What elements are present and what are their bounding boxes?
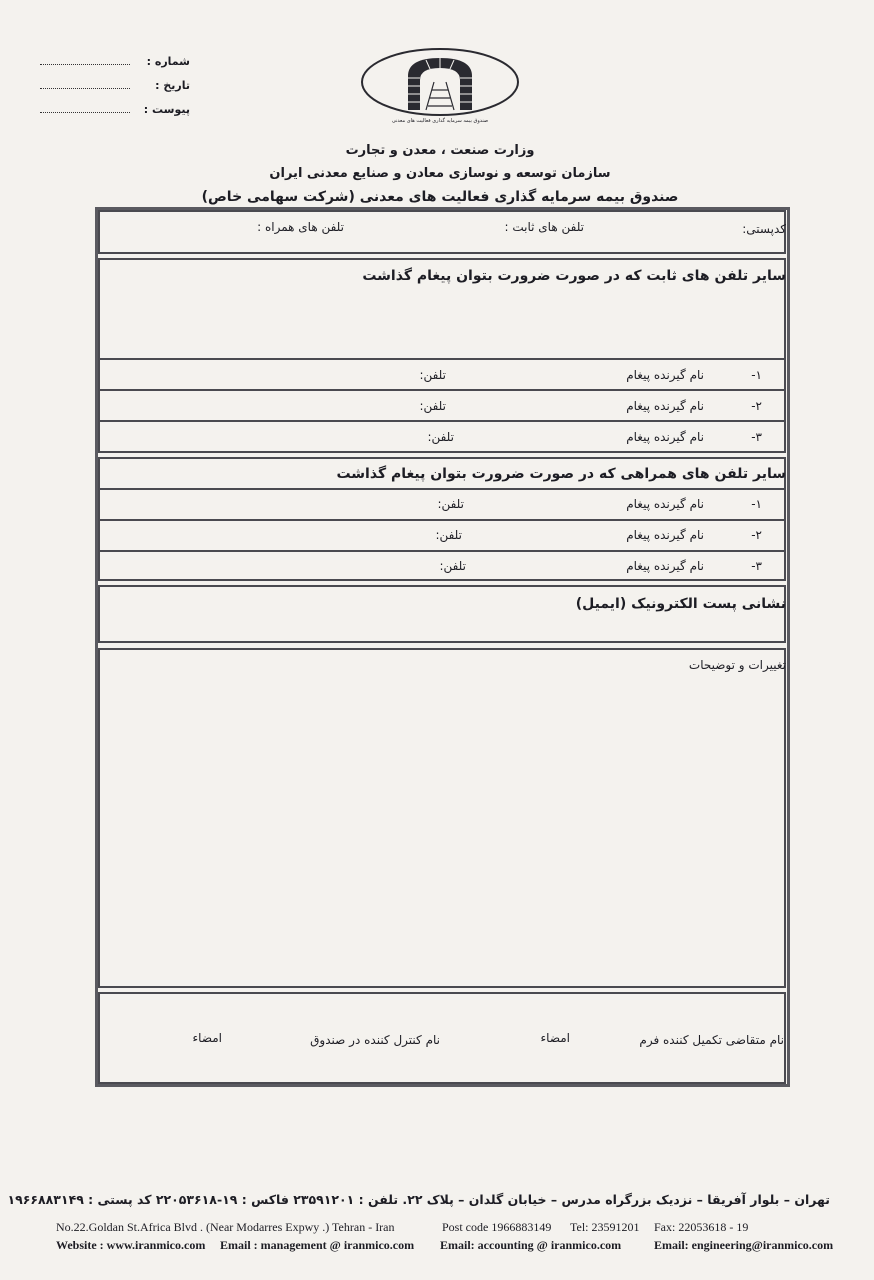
email-section-title: نشانی پست الکترونیک (ایمیل) xyxy=(575,596,786,612)
ministry-title: وزارت صنعت ، معدن و تجارت xyxy=(345,143,535,158)
mine-tunnel-logo-icon xyxy=(360,48,520,124)
recipient-name-label: نام گیرنده پیغام xyxy=(626,368,704,382)
phone-label: تلفن: xyxy=(419,368,446,382)
footer-email-management: Email : management @ iranmico.com xyxy=(220,1238,415,1252)
divider xyxy=(98,488,786,490)
footer-website: Website : www.iranmico.com xyxy=(56,1238,206,1252)
row-number: ۲- xyxy=(751,399,762,413)
postal-code-label: کدپستی: xyxy=(742,222,786,236)
contact-row-panel xyxy=(98,210,786,254)
landline-label: تلفن های ثابت : xyxy=(504,220,584,234)
footer-tel: Tel: 23591201 xyxy=(570,1220,640,1234)
recipient-name-label: نام گیرنده پیغام xyxy=(626,430,704,444)
logo-caption: صندوق بیمه سرمایه گذاری فعالیت های معدنی xyxy=(391,118,489,124)
email-section-panel xyxy=(98,585,786,643)
row-number: ۲- xyxy=(751,528,762,542)
date-field xyxy=(40,79,190,95)
divider xyxy=(98,420,786,422)
mobile-label: تلفن های همراه : xyxy=(257,220,344,234)
divider xyxy=(98,519,786,521)
footer-fax: Fax: 22053618 - 19 xyxy=(654,1220,749,1234)
date-dots xyxy=(40,88,130,89)
footer-address-fa: تهران – بلوار آفریقا – نزدیک بزرگراه مدرس – خیابان گلدان – پلاک ۲۲. تلفن : ۲۳۵۹۱۲۰۱ فاکس : ۱۹-۲۲۰۵۳۶۱۸ کد پستی : ۱۹۶۶۸۸۳۱۴۹ xyxy=(7,1192,830,1207)
footer-postcode: Post code 1966883149 xyxy=(442,1220,552,1234)
controller-name-label: نام کنترل کننده در صندوق xyxy=(310,1033,440,1047)
footer-address-en: No.22.Goldan St.Africa Blvd . (Near Modarres Expwy .) Tehran - Iran xyxy=(56,1220,395,1234)
recipient-name-label: نام گیرنده پیغام xyxy=(626,399,704,413)
phone-label: تلفن: xyxy=(427,430,454,444)
applicant-name-label: نام متقاضی تکمیل کننده فرم xyxy=(639,1033,784,1047)
row-number: ۱- xyxy=(751,368,762,382)
landline-section-title: سایر تلفن های ثابت که در صورت ضرورت بتوان پیغام گذاشت xyxy=(362,268,786,284)
phone-label: تلفن: xyxy=(439,559,466,573)
row-number: ۳- xyxy=(751,559,762,573)
footer-email-engineering: Email: engineering@iranmico.com xyxy=(654,1238,834,1252)
notes-section-panel xyxy=(98,648,786,988)
notes-section-title: تغییرات و توضیحات xyxy=(688,658,786,672)
divider xyxy=(98,550,786,552)
company-logo xyxy=(360,48,520,124)
phone-label: تلفن: xyxy=(435,528,462,542)
organization-title: سازمان توسعه و نوسازی معادن و صنایع معدنی ایران xyxy=(269,166,611,181)
recipient-name-label: نام گیرنده پیغام xyxy=(626,559,704,573)
divider xyxy=(98,358,786,360)
fund-title: صندوق بیمه سرمایه گذاری فعالیت های معدنی (شرکت سهامی خاص) xyxy=(201,189,679,205)
phone-label: تلفن: xyxy=(419,399,446,413)
mobile-section-title: سایر تلفن های همراهی که در صورت ضرورت بتوان پیغام گذاشت xyxy=(336,466,786,482)
footer-email-accounting: Email: accounting @ iranmico.com xyxy=(440,1238,622,1252)
number-field xyxy=(40,55,190,71)
controller-signature-label: امضاء xyxy=(192,1031,222,1045)
attachment-field xyxy=(40,103,190,119)
row-number: ۳- xyxy=(751,430,762,444)
recipient-name-label: نام گیرنده پیغام xyxy=(626,497,704,511)
attachment-label: پیوست : xyxy=(143,103,190,116)
divider xyxy=(98,389,786,391)
applicant-signature-label: امضاء xyxy=(540,1031,570,1045)
number-label: شماره : xyxy=(146,55,190,68)
phone-label: تلفن: xyxy=(437,497,464,511)
number-dots xyxy=(40,64,130,65)
landline-section-panel xyxy=(98,258,786,453)
attachment-dots xyxy=(40,112,130,113)
row-number: ۱- xyxy=(751,497,762,511)
recipient-name-label: نام گیرنده پیغام xyxy=(626,528,704,542)
date-label: تاریخ : xyxy=(155,79,190,92)
